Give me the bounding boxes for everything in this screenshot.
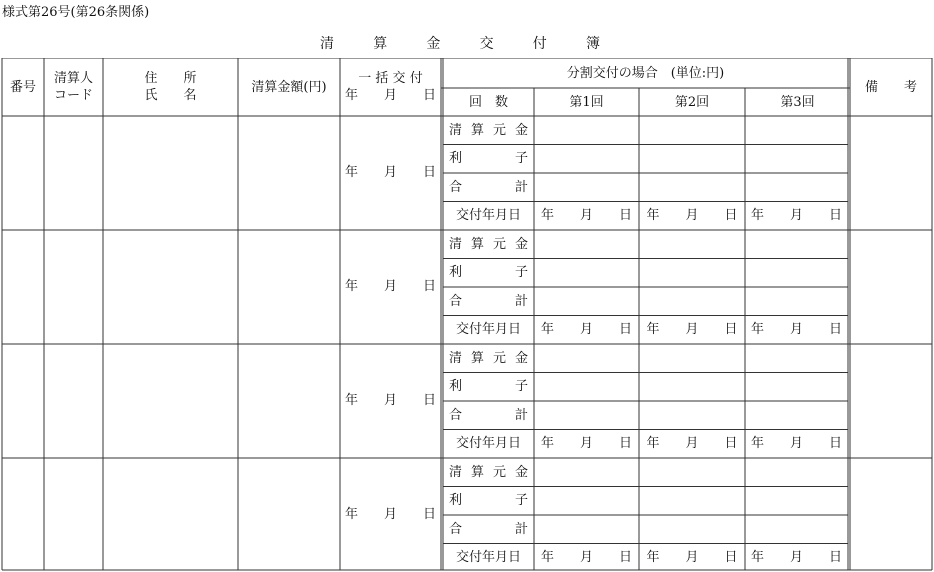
title-char: 清 bbox=[320, 33, 334, 53]
installment-date: 年 月 日 bbox=[639, 316, 745, 345]
row-label-text: 元 bbox=[493, 124, 506, 137]
row-label-text: 子 bbox=[515, 494, 528, 507]
row-label-text: 交付年月日 bbox=[456, 551, 521, 564]
header-times: 回 数 bbox=[443, 88, 534, 116]
row-label-text: 金 bbox=[515, 124, 528, 137]
row-label-text: 元 bbox=[493, 466, 506, 479]
header-lump-sum bbox=[340, 58, 441, 116]
row-label-text: 合 bbox=[449, 181, 462, 194]
header-lump-sum-line: 年 月 日 bbox=[345, 89, 436, 102]
row-label-text: 計 bbox=[515, 181, 528, 194]
row-label-text: 算 bbox=[471, 352, 484, 365]
installment-date: 年 月 日 bbox=[534, 430, 639, 459]
row-label-text: 計 bbox=[515, 409, 528, 422]
installment-date: 年 月 日 bbox=[639, 430, 745, 459]
header-liquidator-code bbox=[44, 58, 103, 116]
row-label-text: 交付年月日 bbox=[456, 437, 521, 450]
row-label-text: 合 bbox=[449, 295, 462, 308]
row-label bbox=[443, 458, 534, 487]
installment-date: 年 月 日 bbox=[534, 202, 639, 231]
row-label-text: 計 bbox=[515, 523, 528, 536]
installment-date: 年 月 日 bbox=[534, 316, 639, 345]
lump-sum-date: 年 月 日 bbox=[340, 344, 441, 456]
row-label-text: 利 bbox=[449, 380, 462, 393]
row-label bbox=[443, 116, 534, 145]
row-label-text: 算 bbox=[471, 238, 484, 251]
row-label bbox=[443, 173, 534, 202]
row-label bbox=[443, 259, 534, 288]
title-char: 付 bbox=[533, 33, 547, 53]
header-address-name-line: 氏 名 bbox=[144, 89, 196, 102]
lump-sum-date: 年 月 日 bbox=[340, 116, 441, 228]
row-label-text: 清 bbox=[449, 352, 462, 365]
row-label-text: 子 bbox=[515, 380, 528, 393]
row-label bbox=[443, 145, 534, 174]
header-installment-2: 第2回 bbox=[639, 88, 745, 116]
row-label-text: 交付年月日 bbox=[456, 323, 521, 336]
installment-date: 年 月 日 bbox=[745, 202, 848, 231]
header-installment-3: 第3回 bbox=[745, 88, 850, 116]
document-title bbox=[320, 33, 600, 53]
row-label-text: 合 bbox=[449, 523, 462, 536]
row-label-text: 計 bbox=[515, 295, 528, 308]
row-label-text: 交付年月日 bbox=[456, 209, 521, 222]
title-char: 交 bbox=[480, 33, 494, 53]
header-liquidator-code-line: 清算人 bbox=[54, 72, 93, 85]
header-number: 番号 bbox=[2, 58, 44, 116]
row-label-text: 金 bbox=[515, 466, 528, 479]
title-char: 金 bbox=[426, 33, 440, 53]
installment-date: 年 月 日 bbox=[639, 544, 745, 572]
form-number-label: 様式第26号(第26条関係) bbox=[2, 1, 149, 20]
row-label-text: 清 bbox=[449, 124, 462, 137]
header-address-name bbox=[103, 58, 238, 116]
installment-date: 年 月 日 bbox=[745, 430, 848, 459]
header-liquidator-code-line: コード bbox=[54, 89, 93, 102]
lump-sum-date: 年 月 日 bbox=[340, 458, 441, 570]
installment-date: 年 月 日 bbox=[639, 202, 745, 231]
row-label-text: 合 bbox=[449, 409, 462, 422]
installment-date: 年 月 日 bbox=[745, 316, 848, 345]
header-remarks: 備 考 bbox=[850, 58, 932, 116]
row-label-text: 算 bbox=[471, 466, 484, 479]
row-label bbox=[443, 487, 534, 516]
row-label bbox=[443, 430, 534, 459]
row-label-text: 子 bbox=[515, 266, 528, 279]
row-label bbox=[443, 287, 534, 316]
row-label bbox=[443, 401, 534, 430]
row-label-text: 子 bbox=[515, 152, 528, 165]
row-label-text: 金 bbox=[515, 352, 528, 365]
row-label-text: 清 bbox=[449, 238, 462, 251]
row-label bbox=[443, 316, 534, 345]
row-label bbox=[443, 515, 534, 544]
installment-date: 年 月 日 bbox=[534, 544, 639, 572]
header-lump-sum-line: 一 括 交 付 bbox=[358, 72, 422, 85]
installment-date: 年 月 日 bbox=[745, 544, 848, 572]
row-label-text: 算 bbox=[471, 124, 484, 137]
row-label-text: 利 bbox=[449, 494, 462, 507]
row-label bbox=[443, 544, 534, 572]
header-amount: 清算金額(円) bbox=[238, 58, 340, 116]
header-installment: 分割交付の場合 (単位:円) bbox=[441, 58, 850, 88]
title-char: 算 bbox=[373, 33, 387, 53]
row-label-text: 元 bbox=[493, 238, 506, 251]
row-label-text: 元 bbox=[493, 352, 506, 365]
row-label bbox=[443, 230, 534, 259]
header-installment-1: 第1回 bbox=[534, 88, 639, 116]
row-label-text: 利 bbox=[449, 266, 462, 279]
lump-sum-date: 年 月 日 bbox=[340, 230, 441, 342]
row-label-text: 清 bbox=[449, 466, 462, 479]
row-label-text: 利 bbox=[449, 152, 462, 165]
row-label bbox=[443, 202, 534, 231]
header-address-name-line: 住 所 bbox=[144, 72, 196, 85]
title-char: 簿 bbox=[586, 33, 600, 53]
row-label bbox=[443, 373, 534, 402]
row-label bbox=[443, 344, 534, 373]
row-label-text: 金 bbox=[515, 238, 528, 251]
